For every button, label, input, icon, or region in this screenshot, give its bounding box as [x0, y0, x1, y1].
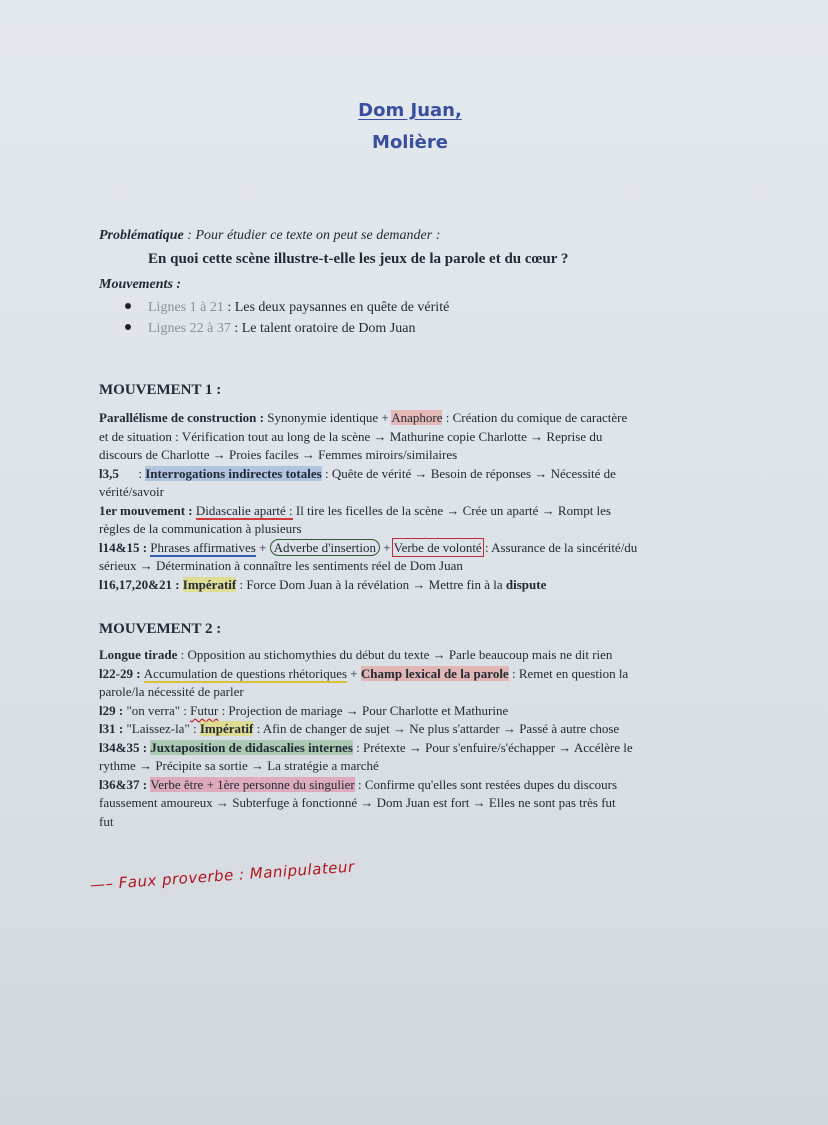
- problematique-intro: Problématique : Pour étudier ce texte on peut se demander :: [99, 228, 441, 243]
- bullet-icon: [125, 303, 131, 309]
- mouvement-1-analysis: Parallélisme de construction : Synonymie identique + Anaphore : Création du comique de caractère et de situation : Vérification tout au long de la scène → Mathurine copie Charlotte → Reprise du discours de Charlotte → Proies faciles → Femmes miroirs/similaires l3,5 : Interrogations indirectes totales : Quête de vérité → Besoin de réponses → Nécessité de vérité/savoir 1er mouvement : Didascalie aparté : Il tire les ficelles de la scène → Crée un aparté → Rompt les règles de la communication à plusieurs l14&15 : Phrases affirmatives + Adverbe d'insertion + Verbe de volonté : Assurance de la sincérité/du sérieux → Détermination à connaître les sentiments réel de Dom Juan l16,17,20&21 : Impératif : Force Dom Juan à la révélation → Mettre fin à la dispute: [99, 410, 638, 592]
- mouvements-label: Mouvements :: [99, 277, 182, 292]
- mouvement-2-heading: MOUVEMENT 2 :: [99, 621, 222, 637]
- document-author: Molière: [372, 132, 448, 153]
- mouvement-bullet-1: Lignes 1 à 21 : Les deux paysannes en quête de vérité: [125, 300, 449, 316]
- handwritten-note: —– Faux proverbe : Manipulateur: [89, 857, 356, 894]
- problematique-question: En quoi cette scène illustre-t-elle les jeux de la parole et du cœur ?: [148, 251, 569, 267]
- document-title: Dom Juan,: [358, 100, 462, 121]
- mouvement-bullet-2: Lignes 22 à 37 : Le talent oratoire de Dom Juan: [125, 321, 416, 337]
- mouvement-2-analysis: Longue tirade : Opposition au stichomythies du début du texte → Parle beaucoup mais ne dit rien l22-29 : Accumulation de questions rhétoriques + Champ lexical de la parole : Remet en question la parole/la nécessité de parler l29 : "on verra" : Futur : Projection de mariage → Pour Charlotte et Mathurine l31 : "Laissez-la" : Impératif : Afin de changer de sujet → Ne plus s'attarder → Passé à autre chose l34&35 : Juxtaposition de didascalies internes : Prétexte → Pour s'enfuire/s'échapper → Accélère le rythme → Précipite sa sortie → La stratégie a marché l36&37 : Verbe être + 1ère personne du singulier : Confirme qu'elles sont restées dupes du discours faussement amoureux → Subterfuge à fonctionné → Dom Juan est fort → Elles ne sont pas très fut fut: [99, 647, 633, 829]
- bullet-icon: [125, 324, 131, 330]
- mouvement-1-heading: MOUVEMENT 1 :: [99, 382, 222, 398]
